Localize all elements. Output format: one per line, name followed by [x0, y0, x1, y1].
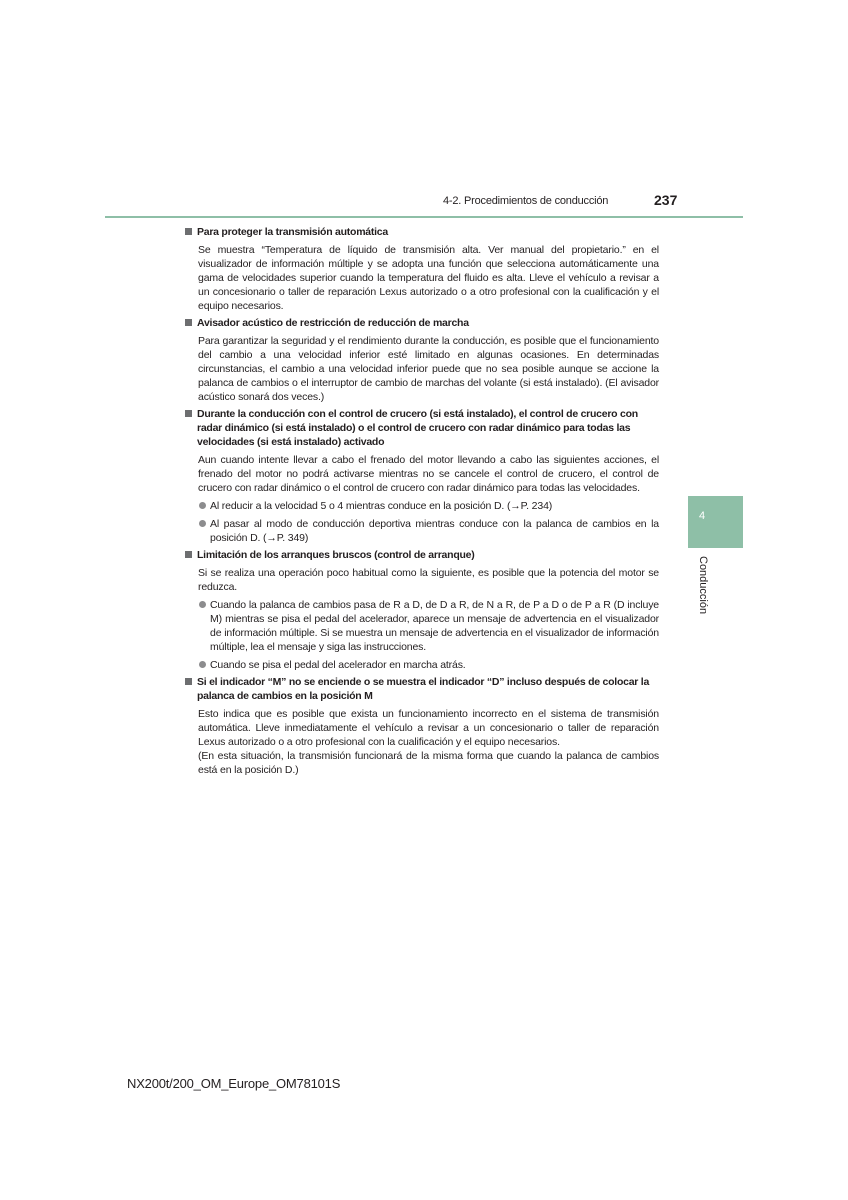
list-item-text: Cuando la palanca de cambios pasa de R a D, de D a R, de N a R, de P a D o de P a R (D incluye M) mientras se pisa el pedal del acelerador, aparece un mensaje de advertencia en el visualizador de información múltiple. Si se muestra un mensaje de advertencia en el visualizador de información múltiple, lea el mensaje y siga las instrucciones. [210, 599, 659, 653]
section-heading-text: Avisador acústico de restricción de reducción de marcha [197, 317, 469, 329]
section-heading [185, 675, 659, 703]
list-item [198, 598, 659, 654]
section-heading-text: Durante la conducción con el control de crucero (si está instalado), el control de crucero con radar dinámico (si está instalado) o el control de crucero con radar dinámico para todas las velocidades (si está instalado) activado [197, 408, 638, 448]
chapter-number: 4 [698, 510, 706, 522]
square-bullet-icon [185, 678, 192, 685]
section-paragraph: Se muestra “Temperatura de líquido de transmisión alta. Ver manual del propietario.” en el visualizador de información múltiple y se adopta una función que selecciona automáticamente una gama de velocidades superior cuando la temperatura del fluido es alta. Lleve el vehículo a revisar a un concesionario o taller de reparación Lexus autorizado o a otro profesional con la cualificación y el equipo necesarios. [198, 244, 659, 312]
section-heading [185, 407, 659, 449]
round-bullet-icon [199, 601, 206, 608]
list-item [198, 658, 659, 672]
section-heading-text: Si el indicador “M” no se enciende o se muestra el indicador “D” incluso después de colocar la palanca de cambios en la posición M [197, 676, 650, 702]
section-paragraph: (En esta situación, la transmisión funcionará de la misma forma que cuando la palanca de cambios está en la posición D.) [198, 750, 659, 776]
chapter-label: Conducción [697, 556, 709, 615]
page-content [185, 225, 659, 780]
section-paragraph: Esto indica que es posible que exista un funcionamiento incorrecto en el sistema de transmisión automática. Lleve inmediatamente el vehículo a revisar a un concesionario o taller de reparación Lexus autorizado o a otro profesional con la cualificación y el equipo necesarios. [198, 708, 659, 748]
header-divider [105, 216, 743, 218]
section [185, 548, 659, 672]
list-item-text: Al reducir a la velocidad 5 o 4 mientras conduce en la posición D. (→P. 234) [210, 500, 553, 512]
section [185, 675, 659, 777]
chapter-tab[interactable] [688, 496, 743, 548]
section [185, 225, 659, 313]
round-bullet-icon [199, 661, 206, 668]
section-heading-text: Para proteger la transmisión automática [197, 226, 388, 238]
header-section-title: 4-2. Procedimientos de conducción [443, 195, 609, 207]
section-heading [185, 316, 659, 330]
section [185, 407, 659, 545]
page-number: 237 [654, 192, 678, 208]
square-bullet-icon [185, 410, 192, 417]
section-heading [185, 548, 659, 562]
section [185, 316, 659, 404]
square-bullet-icon [185, 551, 192, 558]
round-bullet-icon [199, 502, 206, 509]
round-bullet-icon [199, 520, 206, 527]
square-bullet-icon [185, 228, 192, 235]
list-item-text: Al pasar al modo de conducción deportiva mientras conduce con la palanca de cambios en la posición D. (→P. 349) [210, 518, 659, 544]
footer-document-code: NX200t/200_OM_Europe_OM78101S [127, 1076, 341, 1091]
list-item-text: Cuando se pisa el pedal del acelerador en marcha atrás. [210, 659, 466, 671]
section-paragraph: Aun cuando intente llevar a cabo el frenado del motor llevando a cabo las siguientes acciones, el frenado del motor no podrá activarse mientras no se cancele el control de crucero, el control de crucero con radar dinámico o el control de crucero con radar dinámico para todas las velocidades. [198, 454, 659, 494]
list-item [198, 499, 659, 513]
list-item [198, 517, 659, 545]
section-heading-text: Limitación de los arranques bruscos (control de arranque) [197, 549, 475, 561]
section-paragraph: Para garantizar la seguridad y el rendimiento durante la conducción, es posible que el funcionamiento del cambio a una velocidad inferior esté limitado en algunas ocasiones. En determinadas circunstancias, el cambio a una velocidad inferior puede que no sea posible aunque se accione la palanca de cambios o el interruptor de cambio de marchas del volante (si está instalado). (El avisador acústico sonará dos veces.) [198, 335, 659, 403]
square-bullet-icon [185, 319, 192, 326]
section-heading [185, 225, 659, 239]
section-paragraph: Si se realiza una operación poco habitual como la siguiente, es posible que la potencia del motor se reduzca. [198, 567, 659, 593]
